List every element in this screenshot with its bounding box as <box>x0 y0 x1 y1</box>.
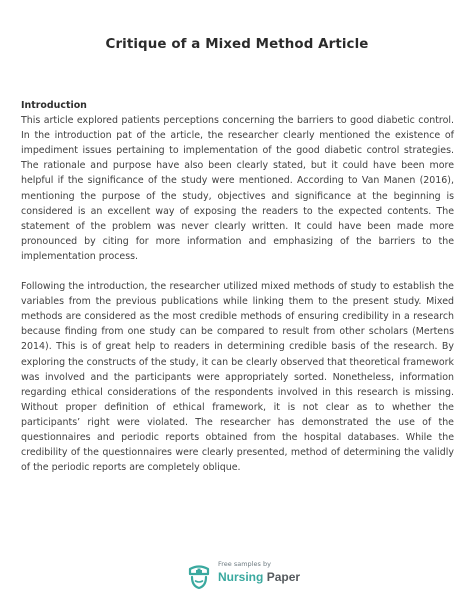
section-heading: Introduction <box>21 100 87 111</box>
footer-tagline: Free samples by <box>218 560 271 568</box>
document-body <box>21 98 454 475</box>
paragraph-methods: Following the introduction, the researcher utilized mixed methods of study to establish the variables from the previous publications while linking them to the present study. Mixed methods are considered as the most credible methods of ensuring credibility in a research because finding from one study can be compared to result from other scholars (Mertens 2014). This is of great help to readers in determining credible basis of the research. By exploring the constructs of the study, it can be clearly observed that theoretical framework was involved and the participants were appropriately sorted. Nonetheless, information regarding ethical considerations of the respondents involved in this research is missing. Without proper definition of ethical framework, it is not clear as to whether the participants’ right were violated. The researcher has demonstrated the use of the questionnaires and periodic reports obtained from the hospital databases. While the credibility of the questionnaires were clearly presented, method of determining the validly of the periodic reports are completely oblique. <box>21 281 454 474</box>
nurse-cap-icon <box>187 564 211 590</box>
brand-name <box>218 570 300 584</box>
paragraph-introduction: This article explored patients perceptions concerning the barriers to good diabetic control. In the introduction pat of the article, the researcher clearly mentioned the existence of impediment issues pertaining to implementation of the good diabetic control strategies. The rationale and purpose have also been clearly stated, but it could have been more helpful if the significance of the study were mentioned. According to Van Manen (2016), mentioning the purpose of the study, objectives and significance at the beginning is considered is an excellent way of exposing the readers to the expected contents. The statement of the problem was never clearly written. It could have been made more pronounced by citing for more information and emphasizing of the barriers to the implementation process. <box>21 115 454 262</box>
document-title: Critique of a Mixed Method Article <box>105 37 369 52</box>
brand-name-part1: Nursing <box>218 570 264 584</box>
footer <box>0 560 474 594</box>
brand-logo[interactable] <box>187 560 301 592</box>
brand-name-part2: Paper <box>266 570 301 584</box>
